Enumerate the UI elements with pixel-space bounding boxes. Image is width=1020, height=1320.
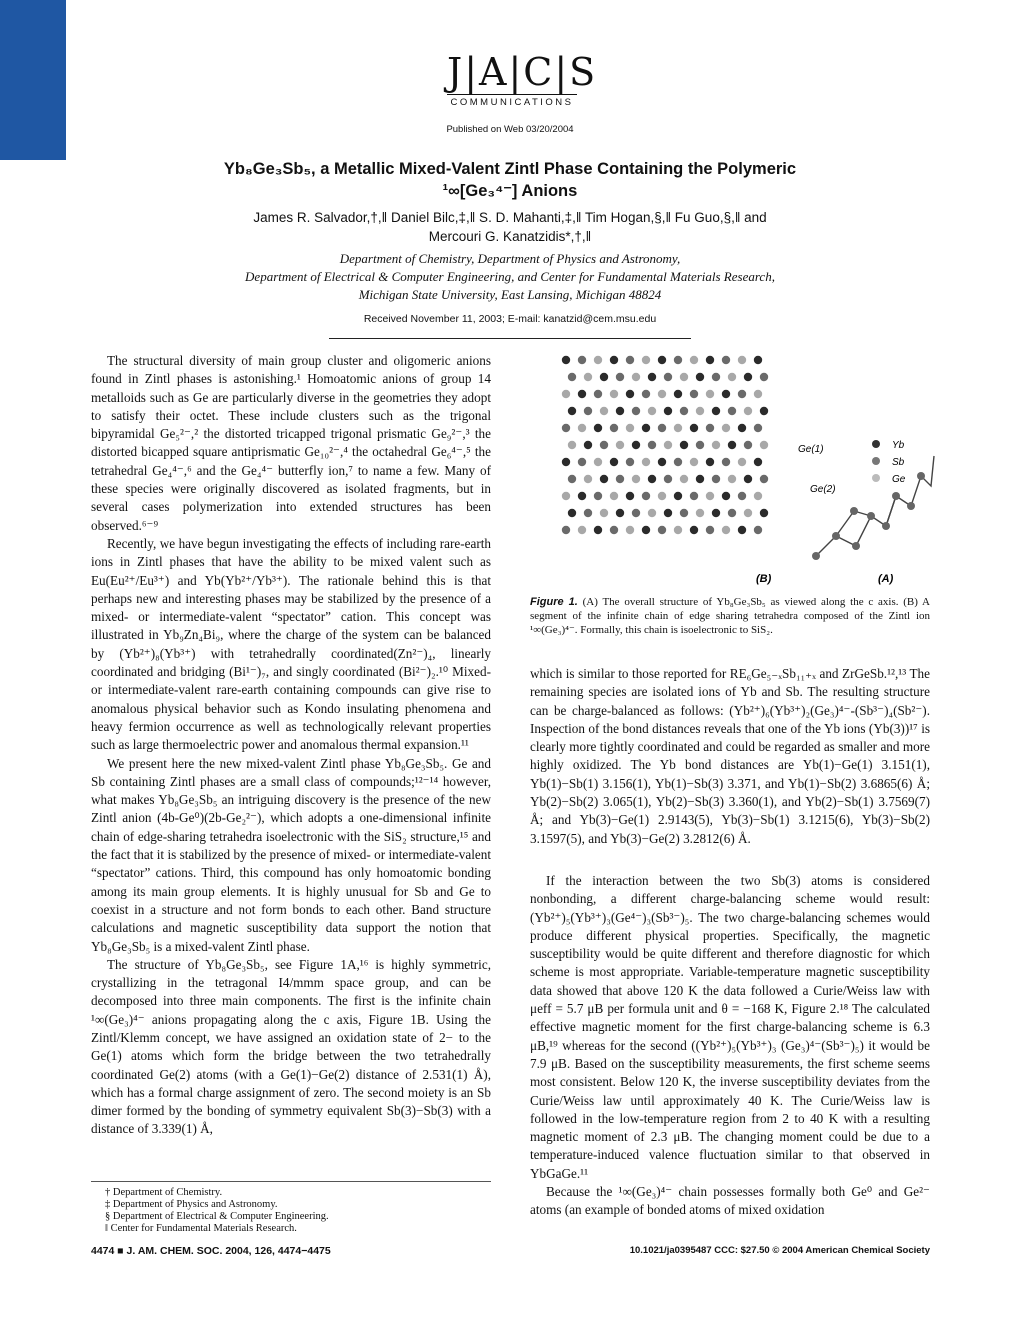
lattice-atom: [626, 356, 634, 364]
lattice-atom: [632, 407, 640, 415]
panel-b-label: (B): [756, 573, 772, 585]
lattice-atom: [578, 356, 586, 364]
lattice-atom: [600, 441, 608, 449]
lattice-atom: [600, 509, 608, 517]
label-ge1: Ge(1): [798, 444, 824, 455]
lattice-atom: [568, 407, 576, 415]
lattice-atom: [722, 424, 730, 432]
paragraph: We present here the new mixed-valent Zintl phase Yb₈Ge₃Sb₅. Ge and Sb containing Zintl phases are a small class of compounds;¹²⁻¹⁴ however, what makes Yb₈Ge₃Sb₅ an intriguing discovery is the presence of the new Zintl anion (4b-Ge⁰)(2b-Ge₂²⁻), which adopts a one-dimensional infinite chain of edge-sharing tetrahedra isoelectronic with the SiS₂ structure,¹⁵ and the fact that it is stabilized by the presence of mixed- or intermediate-valent “spectator” cations. Third, this compound has only homoatomic bonding among its main group elements. It is highly unusual for Sb and Ge to coexist in a structure and not form bonds to each other. Band structure calculations and magnetic susceptibility data support the notion that Yb₈Ge₃Sb₅ is a mixed-valent Zintl phase.: [91, 755, 491, 954]
lattice-atom: [760, 475, 768, 483]
footnotes: [91, 1187, 491, 1235]
journal-corner-tab: [0, 0, 66, 160]
paragraph: The structure of Yb₈Ge₃Sb₅, see Figure 1A,¹⁶ is highly symmetric, crystallizing in the tetragonal I4/mmm space group, and can be decomposed into three main components. The first is the infinite chain ¹∞(Ge₃)⁴⁻ anions propagating along the c axis, Figure 1B. Using the Zintl/Klemm concept, we have assigned an oxidation state of 2− to the Ge(1) atoms which form the bridge between the two tetrahedrally coordinated Ge(2) atoms (with a Ge(1)−Ge(2) distance of 2.531(1) Å), which has a formal charge assignment of zero. The second moiety is an Sb dimer formed by the bonding of symmetry equivalent Sb(3)−Sb(3) with a distance of 3.339(1) Å,: [91, 956, 491, 1137]
caption-label: Figure 1.: [530, 596, 578, 608]
panel-a-label: (A): [878, 573, 894, 585]
lattice-atom: [610, 492, 618, 500]
lattice-atom: [728, 407, 736, 415]
lattice-atom: [664, 475, 672, 483]
page-footer-left: 4474 ■ J. AM. CHEM. SOC. 2004, 126, 4474−4475: [91, 1245, 331, 1257]
lattice-atom: [584, 373, 592, 381]
received-line: Received November 11, 2003; E-mail: kanatzid@cem.msu.edu: [363, 313, 657, 325]
lattice-atom: [594, 526, 602, 534]
lattice-atom: [626, 458, 634, 466]
lattice-atom: [658, 458, 666, 466]
lattice-atom: [642, 424, 650, 432]
lattice-atom: [578, 492, 586, 500]
left-column: [91, 352, 491, 1139]
lattice-atom: [722, 526, 730, 534]
lattice-atom: [562, 458, 570, 466]
lattice-atom: [690, 458, 698, 466]
lattice-atom: [690, 526, 698, 534]
lattice-atom: [738, 356, 746, 364]
lattice-atom: [658, 526, 666, 534]
chain-segment: [816, 456, 934, 556]
paragraph: Recently, we have begun investigating the effects of including rare-earth ions in Zintl phases that have the ability to be mixed valent such as Eu(Eu²⁺/Eu³⁺) and Yb(Yb²⁺/Yb³⁺). The rationale behind this is that perhaps new and interesting phases may be stabilized by the presence of a mixed- or intermediate-valent “spectator” cation. This concept was illustrated in Yb₉Zn₄Bi₉, where the charge of the system can be balanced by (Yb²⁺)₈(Yb³⁺) with tetrahedrally coordinated(Zn²⁻)₄, linearly coordinated and bridging (Bi¹⁻)₇, and singly coordinated (Bi²⁻)₂.¹⁰ Mixed- or intermediate-valent rare-earth containing compounds can give rise to anomalous physical behavior such as Kondo insulating phenomena and heavy fermion occurrence as well as technologically relevant properties such as large thermoelectric power and anomalous thermal expansion.¹¹: [91, 535, 491, 753]
published-date: Published on Web 03/20/2004: [446, 124, 574, 135]
lattice-atom: [712, 475, 720, 483]
lattice-atom: [632, 441, 640, 449]
figure-caption: [530, 595, 930, 637]
lattice-atom: [658, 390, 666, 398]
lattice-atom: [674, 390, 682, 398]
lattice-atom: [664, 407, 672, 415]
lattice-atom: [744, 475, 752, 483]
lattice-atom: [648, 475, 656, 483]
lattice-atom: [754, 526, 762, 534]
lattice-atom: [610, 424, 618, 432]
lattice-atom: [706, 526, 714, 534]
lattice-atom: [754, 424, 762, 432]
lattice-atom: [648, 373, 656, 381]
lattice-atom: [674, 356, 682, 364]
lattice-atom: [626, 424, 634, 432]
lattice-atom: [690, 390, 698, 398]
paragraph: If the interaction between the two Sb(3) atoms is considered nonbonding, a different charge-balancing scheme would result: (Yb²⁺)₅(Yb³⁺)₃(Ge⁴⁻)₃(Sb³⁻)₅. The two charge-balancing schemes would produce different physical properties. Specifically, the magnetic susceptibility would be quite different and therefore diagnostic for which scheme is most appropriate. Variable-temperature magnetic susceptibility data showed that above 120 K the data followed a Curie/Weiss law with μeff = 5.7 μB per formula unit and θ = −168 K, Figure 2.¹⁸ The calculated effective magnetic moment for the first charge-balancing scheme is 6.3 μB,¹⁹ whereas for the second ((Yb²⁺)₅(Yb³⁺)₃ (Ge₃)⁴⁻(Sb³⁻)₅) it would be 7.9 μB. Based on the susceptibility measurements, the first scheme seems most consistent. Below 120 K, the inverse susceptibility deviates from the Curie/Weiss law until approximately 40 K. The Curie/Weiss law is followed in the low-temperature region from 2 to 40 K with a resulting magnetic moment of 2.3 μB. The changing moment could be due to a temperature-induced valence fluctuation similar to that observed in YbGaGe.¹¹: [530, 873, 930, 1181]
lattice-atom: [578, 424, 586, 432]
lattice-atom: [712, 373, 720, 381]
lattice-atom: [754, 390, 762, 398]
legend-ge: Ge: [892, 474, 906, 485]
lattice-atom: [674, 424, 682, 432]
lattice-atom: [562, 390, 570, 398]
lattice-atom: [578, 526, 586, 534]
lattice-atom: [610, 390, 618, 398]
lattice-atom: [594, 424, 602, 432]
lattice-atom: [680, 475, 688, 483]
lattice-atom: [738, 424, 746, 432]
affiliations: [90, 250, 930, 304]
affil-line-2: Department of Electrical & Computer Engineering, and Center for Fundamental Materials Research,: [245, 269, 775, 284]
lattice-atom: [632, 475, 640, 483]
lattice-atom: [722, 356, 730, 364]
lattice-atom: [754, 492, 762, 500]
lattice-atom: [584, 509, 592, 517]
lattice-atom: [712, 407, 720, 415]
lattice-atom: [696, 475, 704, 483]
legend-sb-dot: [872, 457, 880, 465]
lattice-atom: [658, 492, 666, 500]
lattice-atom: [594, 458, 602, 466]
lattice-atom: [642, 492, 650, 500]
lattice-atom: [584, 407, 592, 415]
lattice-atom: [594, 356, 602, 364]
affil-line-1: Department of Chemistry, Department of Physics and Astronomy,: [339, 251, 681, 266]
lattice-atom: [642, 458, 650, 466]
legend-ge-dot: [872, 474, 880, 482]
lattice-atom: [610, 356, 618, 364]
lattice-atom: [584, 441, 592, 449]
legend-yb: Yb: [892, 440, 905, 451]
lattice-atom: [706, 356, 714, 364]
page-footer-right: 10.1021/ja0395487 CCC: $27.50 © 2004 American Chemical Society: [629, 1245, 930, 1256]
lattice-atom: [680, 407, 688, 415]
lattice-atom: [658, 356, 666, 364]
paragraph: The structural diversity of main group cluster and oligomeric anions found in Zintl phases is astonishing.¹ Homoatomic anions of group 14 metalloids such as Ge are particularly diverse in the geometries they adopt to satisfy their octet. These include clusters such as the trigonal bipyramidal Ge₅²⁻,² the distorted tricapped trigonal prismatic Ge₉²⁻,³ the distorted bicapped square antiprismatic Ge₁₀²⁻,⁴ the octahedral Ge₆⁴⁻,⁵ the tetrahedral Ge₄⁴⁻,⁶ and the Ge₄⁴⁻ butterfly ion,⁷ to name a few. Many of these species were originally discovered as isolated fragments, but in several cases polymerization into extended structures has been observed.⁶⁻⁹: [91, 353, 491, 533]
lattice-atom: [626, 390, 634, 398]
lattice-atom: [600, 407, 608, 415]
lattice-atom: [728, 441, 736, 449]
lattice-atom: [562, 424, 570, 432]
lattice-atom: [600, 373, 608, 381]
figure-1-structure: [536, 346, 936, 586]
article-title: [90, 158, 930, 202]
crystal-lattice-atoms: [562, 356, 768, 534]
lattice-atom: [664, 441, 672, 449]
lattice-atom: [760, 407, 768, 415]
title-line-2: ¹∞[Ge₃⁴⁻] Anions: [442, 182, 578, 200]
lattice-atom: [722, 492, 730, 500]
footnote: ‖ Center for Fundamental Materials Research.: [105, 1223, 297, 1234]
lattice-atom: [728, 475, 736, 483]
lattice-atom: [738, 526, 746, 534]
lattice-atom: [754, 356, 762, 364]
lattice-atom: [706, 458, 714, 466]
lattice-atom: [744, 407, 752, 415]
lattice-atom: [706, 492, 714, 500]
footnote-rule: [91, 1181, 491, 1182]
lattice-atom: [696, 441, 704, 449]
lattice-atom: [696, 373, 704, 381]
lattice-atom: [722, 458, 730, 466]
lattice-atom: [642, 356, 650, 364]
lattice-atom: [648, 441, 656, 449]
paragraph: Because the ¹∞(Ge₃)⁴⁻ chain possesses formally both Ge⁰ and Ge²⁻ atoms (an example of bonded atoms of mixed oxidation: [530, 1184, 930, 1218]
footnote: ‡ Department of Physics and Astronomy.: [105, 1199, 278, 1210]
lattice-atom: [744, 441, 752, 449]
lattice-atom: [578, 458, 586, 466]
lattice-atom: [690, 492, 698, 500]
label-ge2: Ge(2): [810, 484, 836, 495]
lattice-atom: [760, 509, 768, 517]
lattice-atom: [616, 509, 624, 517]
lattice-atom: [626, 492, 634, 500]
footnote: § Department of Electrical & Computer Engineering.: [105, 1211, 329, 1222]
lattice-atom: [610, 526, 618, 534]
lattice-atom: [632, 509, 640, 517]
lattice-atom: [744, 373, 752, 381]
lattice-atom: [568, 441, 576, 449]
lattice-atom: [712, 509, 720, 517]
lattice-atom: [744, 509, 752, 517]
lattice-atom: [578, 390, 586, 398]
legend-sb: Sb: [892, 457, 905, 468]
logo-text: J|A|C|S: [447, 50, 598, 94]
lattice-atom: [648, 407, 656, 415]
lattice-atom: [712, 441, 720, 449]
lattice-atom: [648, 509, 656, 517]
lattice-atom: [664, 373, 672, 381]
lattice-atom: [674, 526, 682, 534]
lattice-atom: [616, 475, 624, 483]
lattice-atom: [706, 424, 714, 432]
lattice-atom: [674, 492, 682, 500]
lattice-atom: [728, 509, 736, 517]
lattice-atom: [754, 458, 762, 466]
lattice-atom: [568, 373, 576, 381]
lattice-atom: [664, 509, 672, 517]
lattice-atom: [562, 492, 570, 500]
lattice-atom: [690, 356, 698, 364]
lattice-atom: [696, 407, 704, 415]
lattice-atom: [738, 390, 746, 398]
lattice-atom: [760, 373, 768, 381]
lattice-atom: [632, 373, 640, 381]
lattice-atom: [642, 526, 650, 534]
lattice-atom: [594, 390, 602, 398]
affil-line-3: Michigan State University, East Lansing, Michigan 48824: [358, 287, 662, 302]
lattice-atom: [626, 526, 634, 534]
authors-line-2: Mercouri G. Kanatzidis*,†,‖: [428, 229, 592, 244]
lattice-atom: [616, 441, 624, 449]
lattice-atom: [600, 475, 608, 483]
logo-subtitle: COMMUNICATIONS: [447, 94, 577, 108]
author-list: [90, 208, 930, 246]
lattice-atom: [728, 373, 736, 381]
lattice-atom: [674, 458, 682, 466]
lattice-atom: [706, 390, 714, 398]
lattice-atom: [594, 492, 602, 500]
lattice-atom: [562, 356, 570, 364]
right-column: [530, 872, 930, 1220]
lattice-atom: [680, 373, 688, 381]
lattice-atom: [738, 458, 746, 466]
footnote: † Department of Chemistry.: [105, 1187, 223, 1198]
lattice-atom: [568, 509, 576, 517]
right-column-top: which is similar to those reported for RE₆Ge₅₋ₓSb₁₁₊ₓ and ZrGeSb.¹²,¹³ The remaining species are isolated ions of Yb and Sb. The resulting structure can be charge-balanced as follows: (Yb²⁺)₆(Yb³⁺)₂(Ge₃)⁴⁻-(Sb³⁻)₄(Sb²⁻). Inspection of the bond distances reveals that one of the Yb ions (Yb(3))¹⁷ is clearly more tightly coordinated and could be regarded as smaller and more highly oxidized. The Yb bond distances are Yb(1)−Ge(1) 3.151(1), Yb(1)−Sb(1) 3.156(1), Yb(1)−Sb(3) 3.371, and Yb(1)−Sb(2) 3.6865(6) Å; Yb(2)−Sb(2) 3.065(1), Yb(2)−Sb(3) 3.360(1), and Yb(2)−Sb(1) 3.7569(7) Å; and Yb(3)−Ge(1) 2.9143(5), Yb(3)−Sb(1) 3.1215(6), Yb(3)−Sb(2) 3.1597(5), and Yb(3)−Ge(2) 3.2812(6) Å.: [530, 666, 930, 846]
lattice-atom: [562, 526, 570, 534]
legend-yb-dot: [872, 440, 880, 448]
authors-line-1: James R. Salvador,†,‖ Daniel Bilc,‡,‖ S. D. Mahanti,‡,‖ Tim Hogan,§,‖ Fu Guo,§,‖ and: [253, 210, 767, 225]
lattice-atom: [690, 424, 698, 432]
journal-logo: [447, 50, 598, 108]
lattice-atom: [760, 441, 768, 449]
lattice-atom: [696, 509, 704, 517]
header-rule: [329, 338, 691, 339]
lattice-atom: [738, 492, 746, 500]
lattice-atom: [616, 373, 624, 381]
caption-text: (A) The overall structure of Yb₈Ge₃Sb₅ as viewed along the c axis. (B) A segment of the infinite chain of edge sharing tetrahedra composed of the Zintl ion ¹∞(Ge₃)⁴⁻. Formally, this chain is isoelectronic to SiS₂.: [530, 596, 930, 636]
lattice-atom: [680, 509, 688, 517]
lattice-atom: [610, 458, 618, 466]
lattice-atom: [658, 424, 666, 432]
lattice-atom: [722, 390, 730, 398]
lattice-atom: [616, 407, 624, 415]
lattice-atom: [642, 390, 650, 398]
lattice-atom: [568, 475, 576, 483]
lattice-atom: [584, 475, 592, 483]
title-line-1: Yb₈Ge₃Sb₅, a Metallic Mixed-Valent Zintl Phase Containing the Polymeric: [223, 160, 797, 178]
lattice-atom: [680, 441, 688, 449]
